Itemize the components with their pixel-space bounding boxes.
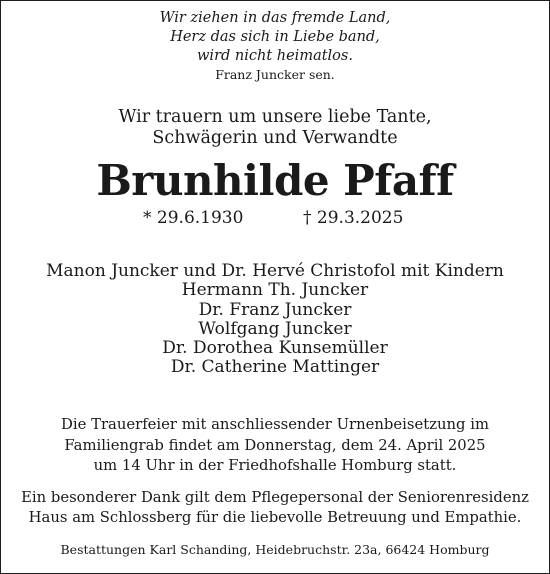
mourners-list <box>1 262 549 378</box>
mourner: Dr. Franz Juncker <box>198 299 352 320</box>
poem <box>1 9 549 66</box>
mourner: Manon Juncker und Dr. Hervé Christofol mit Kindern <box>46 261 504 281</box>
poem-line: wird nicht heimatlos. <box>197 48 353 64</box>
mourner: Wolfgang Juncker <box>198 318 352 339</box>
intro-text <box>1 107 549 149</box>
mourner: Dr. Dorothea Kunsemüller <box>162 338 388 359</box>
thanks-text <box>1 488 549 528</box>
mourner: Dr. Catherine Mattinger <box>170 357 380 378</box>
ceremony-info <box>1 415 549 477</box>
ceremony-line: um 14 Uhr in der Friedhofshalle Homburg statt. <box>93 457 457 474</box>
ceremony-line: Familiengrab findet am Donnerstag, dem 24. April 2025 <box>64 436 486 454</box>
poem-line: Herz das sich in Liebe band, <box>170 29 380 45</box>
intro-line: Wir trauern um unsere liebe Tante, <box>118 107 432 127</box>
death-date: † 29.3.2025 <box>303 208 404 228</box>
deceased-name: Brunhilde Pfaff <box>96 156 454 205</box>
poem-line: Wir ziehen in das fremde Land, <box>159 10 391 26</box>
thanks-line: Haus am Schlossberg für die liebevolle Betreuung und Empathie. <box>28 509 522 526</box>
mourner: Hermann Th. Juncker <box>181 280 369 301</box>
intro-line: Schwägerin und Verwandte <box>152 128 398 148</box>
thanks-line: Ein besonderer Dank gilt dem Pflegepersonal der Seniorenresidenz <box>21 489 529 506</box>
ceremony-line: Die Trauerfeier mit anschliessender Urnenbeisetzung im <box>61 416 489 433</box>
birth-date: * 29.6.1930 <box>143 208 244 228</box>
undertaker-info: Bestattungen Karl Schanding, Heidebruchstr. 23a, 66424 Homburg <box>60 542 490 557</box>
poem-author: Franz Juncker sen. <box>215 67 335 82</box>
